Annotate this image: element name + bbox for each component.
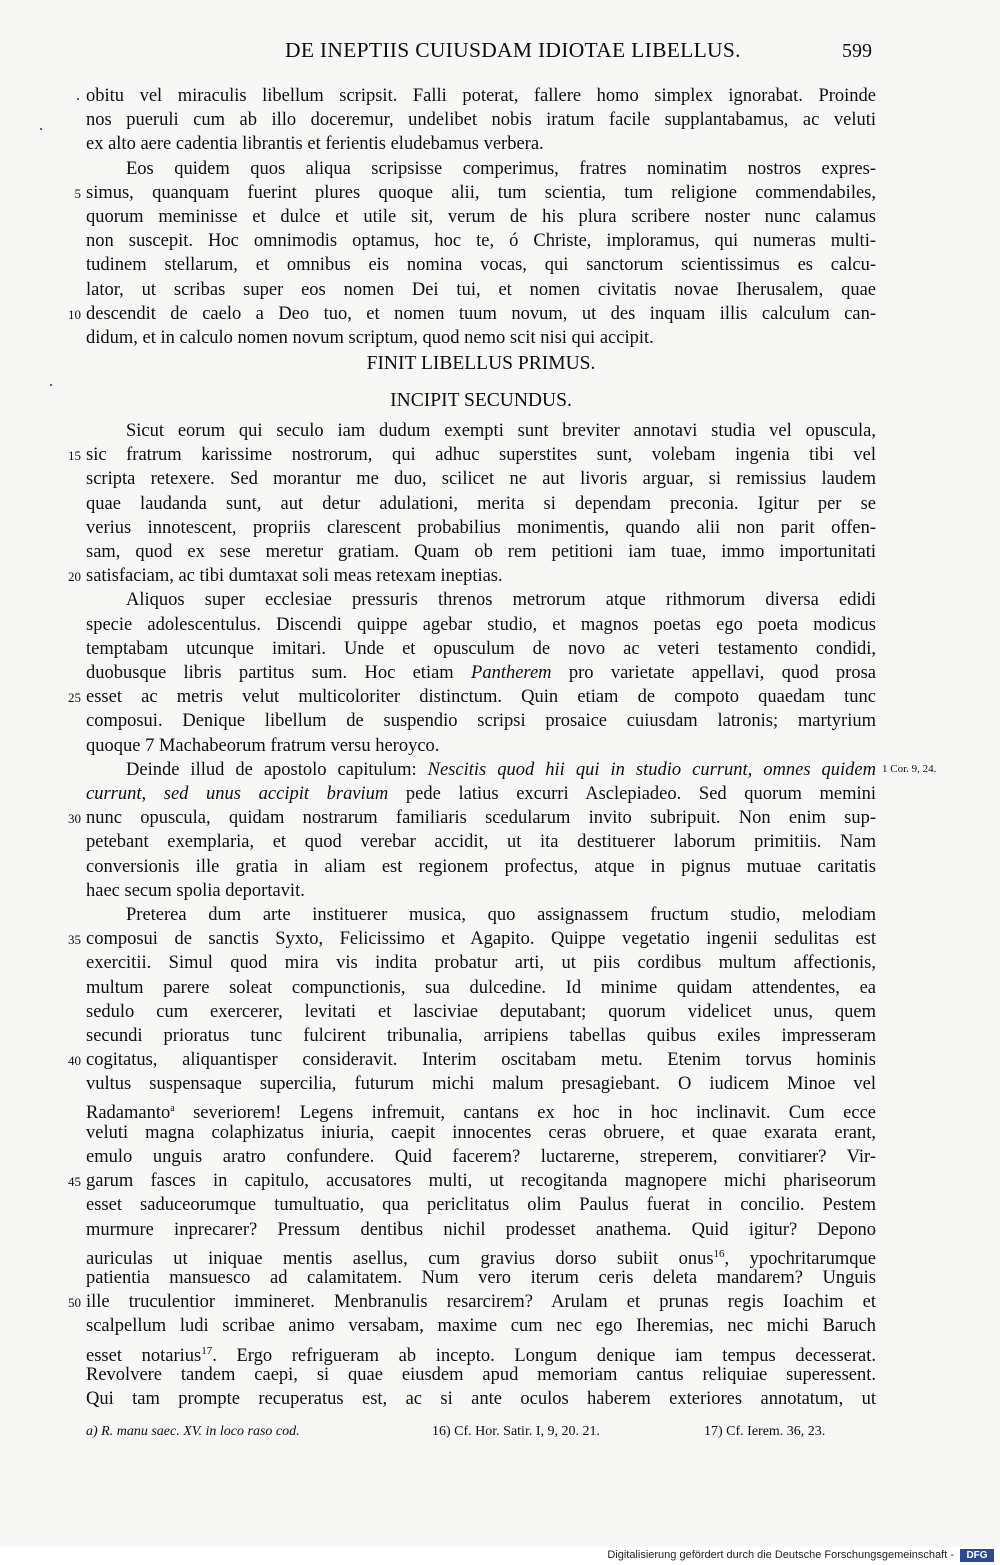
text-line: auriculas ut iniquae mentis asellus, cum gravius dorso subiit onus$^{16}$, ypochritarumque (86, 1247, 877, 1269)
text-line: descendit de caelo a Deo tuo, et nomen tuum novum, ut des inquam illis calculum can- (86, 303, 876, 324)
text-line: Revolvere tandem caepi, si quae eiusdem apud memoriam cantus reliquiae superessent. (86, 1364, 876, 1385)
text-line: scalpellum ludi scribae animo versabam, maxime cum nec ego Iheremias, nec michi Baruch (86, 1316, 876, 1337)
footnote-16: 16) Cf. Hor. Satir. I, 9, 20. 21. (432, 1424, 600, 1439)
text-line: nunc opuscula, quidam nostrarum familiaris scedularum invito subripuit. Non enim sup- (86, 808, 876, 829)
text-line: Preterea dum arte instituerer musica, quo assignassem fructum studio, melodiam (126, 905, 876, 925)
text-line: ille truculentior immineret. Menbranulis resarcirem? Arulam et prunas regis Ioachim et (86, 1292, 876, 1313)
text-line: vultus suspensaque supercilia, futurum michi malum presagiebant. O iudicem Minoe vel (86, 1074, 876, 1095)
line-number: 45 (68, 1174, 81, 1190)
text-line: non suscepit. Hoc omnimodis optamus, hoc te, ó Christe, imploramus, qui numeras multi- (86, 231, 876, 252)
section-start-heading: INCIPIT SECUNDUS. (390, 390, 572, 411)
text-line: duobusque libris partitus sum. Hoc etiam Pantherem pro varietate appellavi, quod prosa (86, 663, 877, 683)
text-line: tudinem stellarum, et omnibus eis nomina vocas, qui sanctorum scientissimus es calcu- (86, 255, 876, 276)
text-line: Eos quidem quos aliqua scripsisse comperimus, fratres nominatim nostros expres- (126, 158, 876, 179)
text-line: esset notarius$^{17}$. Ergo refrigueram ab incepto. Longum denique iam tempus decesserat. (86, 1344, 877, 1366)
scan-speck (77, 98, 79, 100)
text-line: sic fratrum karissime nostrorum, qui adhuc superstites sunt, volebam ingenia tibi vel (86, 445, 876, 466)
text-line: esset saduceorumque tumultuatio, qua periclitatus olim Paulus fuerat in concilio. Pestem (86, 1195, 876, 1216)
text-line: Deinde illud de apostolo capitulum: Nescitis quod hii qui in studio currunt, omnes quidem (126, 759, 876, 780)
text-line: secundi prioratus tunc fulcirent tribunalia, arripiens tabellas quibus exiles impresseram (86, 1026, 876, 1046)
text-line: haec secum spolia deportavit. (86, 880, 305, 901)
line-number: 40 (68, 1053, 81, 1069)
line-number: 15 (68, 448, 81, 464)
text-line: multum parere soleat compunctionis, sua dulcedine. Id minime quidam attendentes, ea (86, 977, 876, 998)
text-line: verius innotescent, propriis clarescent probabilius monimentis, quando alii non parit offen- (86, 517, 876, 538)
text-line: garum fasces in capitulo, accusatores multi, ut recogitanda magnopere michi phariseorum (86, 1171, 876, 1192)
dfg-logo-icon[interactable]: DFG (960, 1549, 994, 1562)
text-line: conversionis ille gratia in aliam est regionem profectus, atque in pignus mutuae caritatis (86, 856, 876, 877)
text-line: simus, quanquam fuerint plures quoque alii, tum scientia, tum religione commendabiles, (86, 182, 876, 203)
footnote-17: 17) Cf. Ierem. 36, 23. (704, 1424, 826, 1439)
text-line: ex alto aere cadentia librantis et ferientis eludebamus verbera. (86, 134, 544, 155)
scan-speck (50, 384, 52, 386)
margin-reference: 1 Cor. 9, 24. (882, 763, 937, 775)
line-number: 5 (74, 185, 81, 201)
section-end-heading: FINIT LIBELLUS PRIMUS. (366, 353, 596, 374)
text-line: quae laudanda sunt, aut detur adulationi, merita si dependam preconia. Igitur per se (86, 493, 876, 514)
dfg-credit: Digitalisierung gefördert durch die Deutsche Forschungsgemeinschaft - (607, 1549, 954, 1561)
page-number: 599 (842, 40, 872, 62)
dfg-footer-bar (0, 1547, 1000, 1565)
text-line: specie adolescentulus. Discendi quippe agebar studio, et magnos poetas ego poeta modicus (86, 614, 876, 635)
text-line: esset ac metris velut multicoloriter distinctum. Quin etiam de compoto quaedam tunc (86, 687, 876, 708)
text-line: nos pueruli cum ab illo doceremur, undelibet nobis iratum facile supplantabamus, ac veluti (86, 110, 876, 131)
text-line: composui de sanctis Syxto, Felicissimo et Agapito. Quippe vegetatio ingenii sedulitas est (86, 929, 876, 950)
footnote-a: a) R. manu saec. XV. in loco raso cod. (86, 1424, 300, 1439)
text-line: sedulo cum exercerer, levitati et lasciviae deputabant; quorum videlicet unus, quem (86, 1001, 876, 1022)
text-line: quoque 7 Machabeorum fratrum versu heroyco. (86, 735, 440, 756)
text-line: murmure inprecarer? Pressum dentibus nichil prodesset anathema. Quid igitur? Depono (86, 1219, 876, 1240)
line-number: 35 (68, 932, 81, 948)
line-number: 25 (68, 690, 81, 706)
text-line: didum, et in calculo nomen novum scriptum, quod nemo scit nisi qui accipit. (86, 328, 654, 348)
text-line: scripta retexere. Sed morantur me duo, scilicet ne aut livoris arguar, si remissius laudem (86, 469, 876, 490)
text-line: currunt, sed unus accipit bravium pede latius excurri Asclepiadeo. Sed quorum memini (86, 784, 876, 804)
text-line: Radamanto$^a$ severiorem! Legens infremuit, cantans ex hoc in hoc inclinavit. Cum ecce (86, 1102, 876, 1123)
text-line: veluti magna colaphizatus iniuria, caepit innocentes ceras obruere, et quae exarata erant, (86, 1122, 876, 1143)
text-line: cogitatus, aliquantisper consideravit. Interim oscitabam metu. Etenim torvus hominis (86, 1050, 876, 1071)
text-line: sam, quod ex sese meretur gratiam. Quam ob rem petitioni iam tuae, immo importunitati (86, 542, 876, 562)
text-line: satisfaciam, ac tibi dumtaxat soli meas retexam ineptias. (86, 566, 503, 587)
text-line: quorum meminisse et dulce et utile sit, verum de his plura scribere noster nunc calamus (86, 207, 876, 227)
text-line: Aliquos super ecclesiae pressuris threnos metrorum atque rithmorum diversa edidi (126, 590, 876, 611)
text-line: lator, ut scribas super eos nomen Dei tui, et nomen civitatis novae Iherusalem, quae (86, 279, 876, 300)
running-head: DE INEPTIIS CUIUSDAM IDIOTAE LIBELLUS. (285, 38, 741, 62)
text-line: patientia mansuesco ad calamitatem. Num vero iterum ceris deleta mandarem? Unguis (86, 1268, 876, 1288)
line-number: 50 (68, 1295, 81, 1311)
text-line: Qui tam prompte recuperatus est, ac si ante oculos haberem exteriores annotatum, ut (86, 1389, 876, 1409)
line-number: 20 (68, 569, 81, 585)
text-line: emulo unguis aratro confundere. Quid facerem? luctarerne, streperem, convitiarer? Vir- (86, 1147, 876, 1167)
text-line: Sicut eorum qui seculo iam dudum exempti sunt breviter annotavi studia vel opuscula, (126, 421, 876, 441)
text-line: obitu vel miraculis libellum scripsit. Falli poterat, fallere homo simplex ignorabat. Proinde (86, 86, 876, 106)
line-number: 30 (68, 811, 81, 827)
text-line: exercitii. Simul quod mira vis indita probatur arti, ut piis cordibus multum affectionis, (86, 953, 876, 974)
text-line: petebant exemplaria, et quod verebar accidit, ut ita destituerer laborum primitiis. Nam (86, 832, 876, 853)
line-number: 10 (68, 306, 81, 322)
text-line: composui. Denique libellum de suspendio scripsi prosaice cuiusdam latronis; martyrium (86, 711, 876, 732)
scan-speck (40, 128, 42, 130)
text-line: temptabam utcunque imitari. Unde et opusculum de novo ac veteri testamento condidi, (86, 638, 876, 659)
